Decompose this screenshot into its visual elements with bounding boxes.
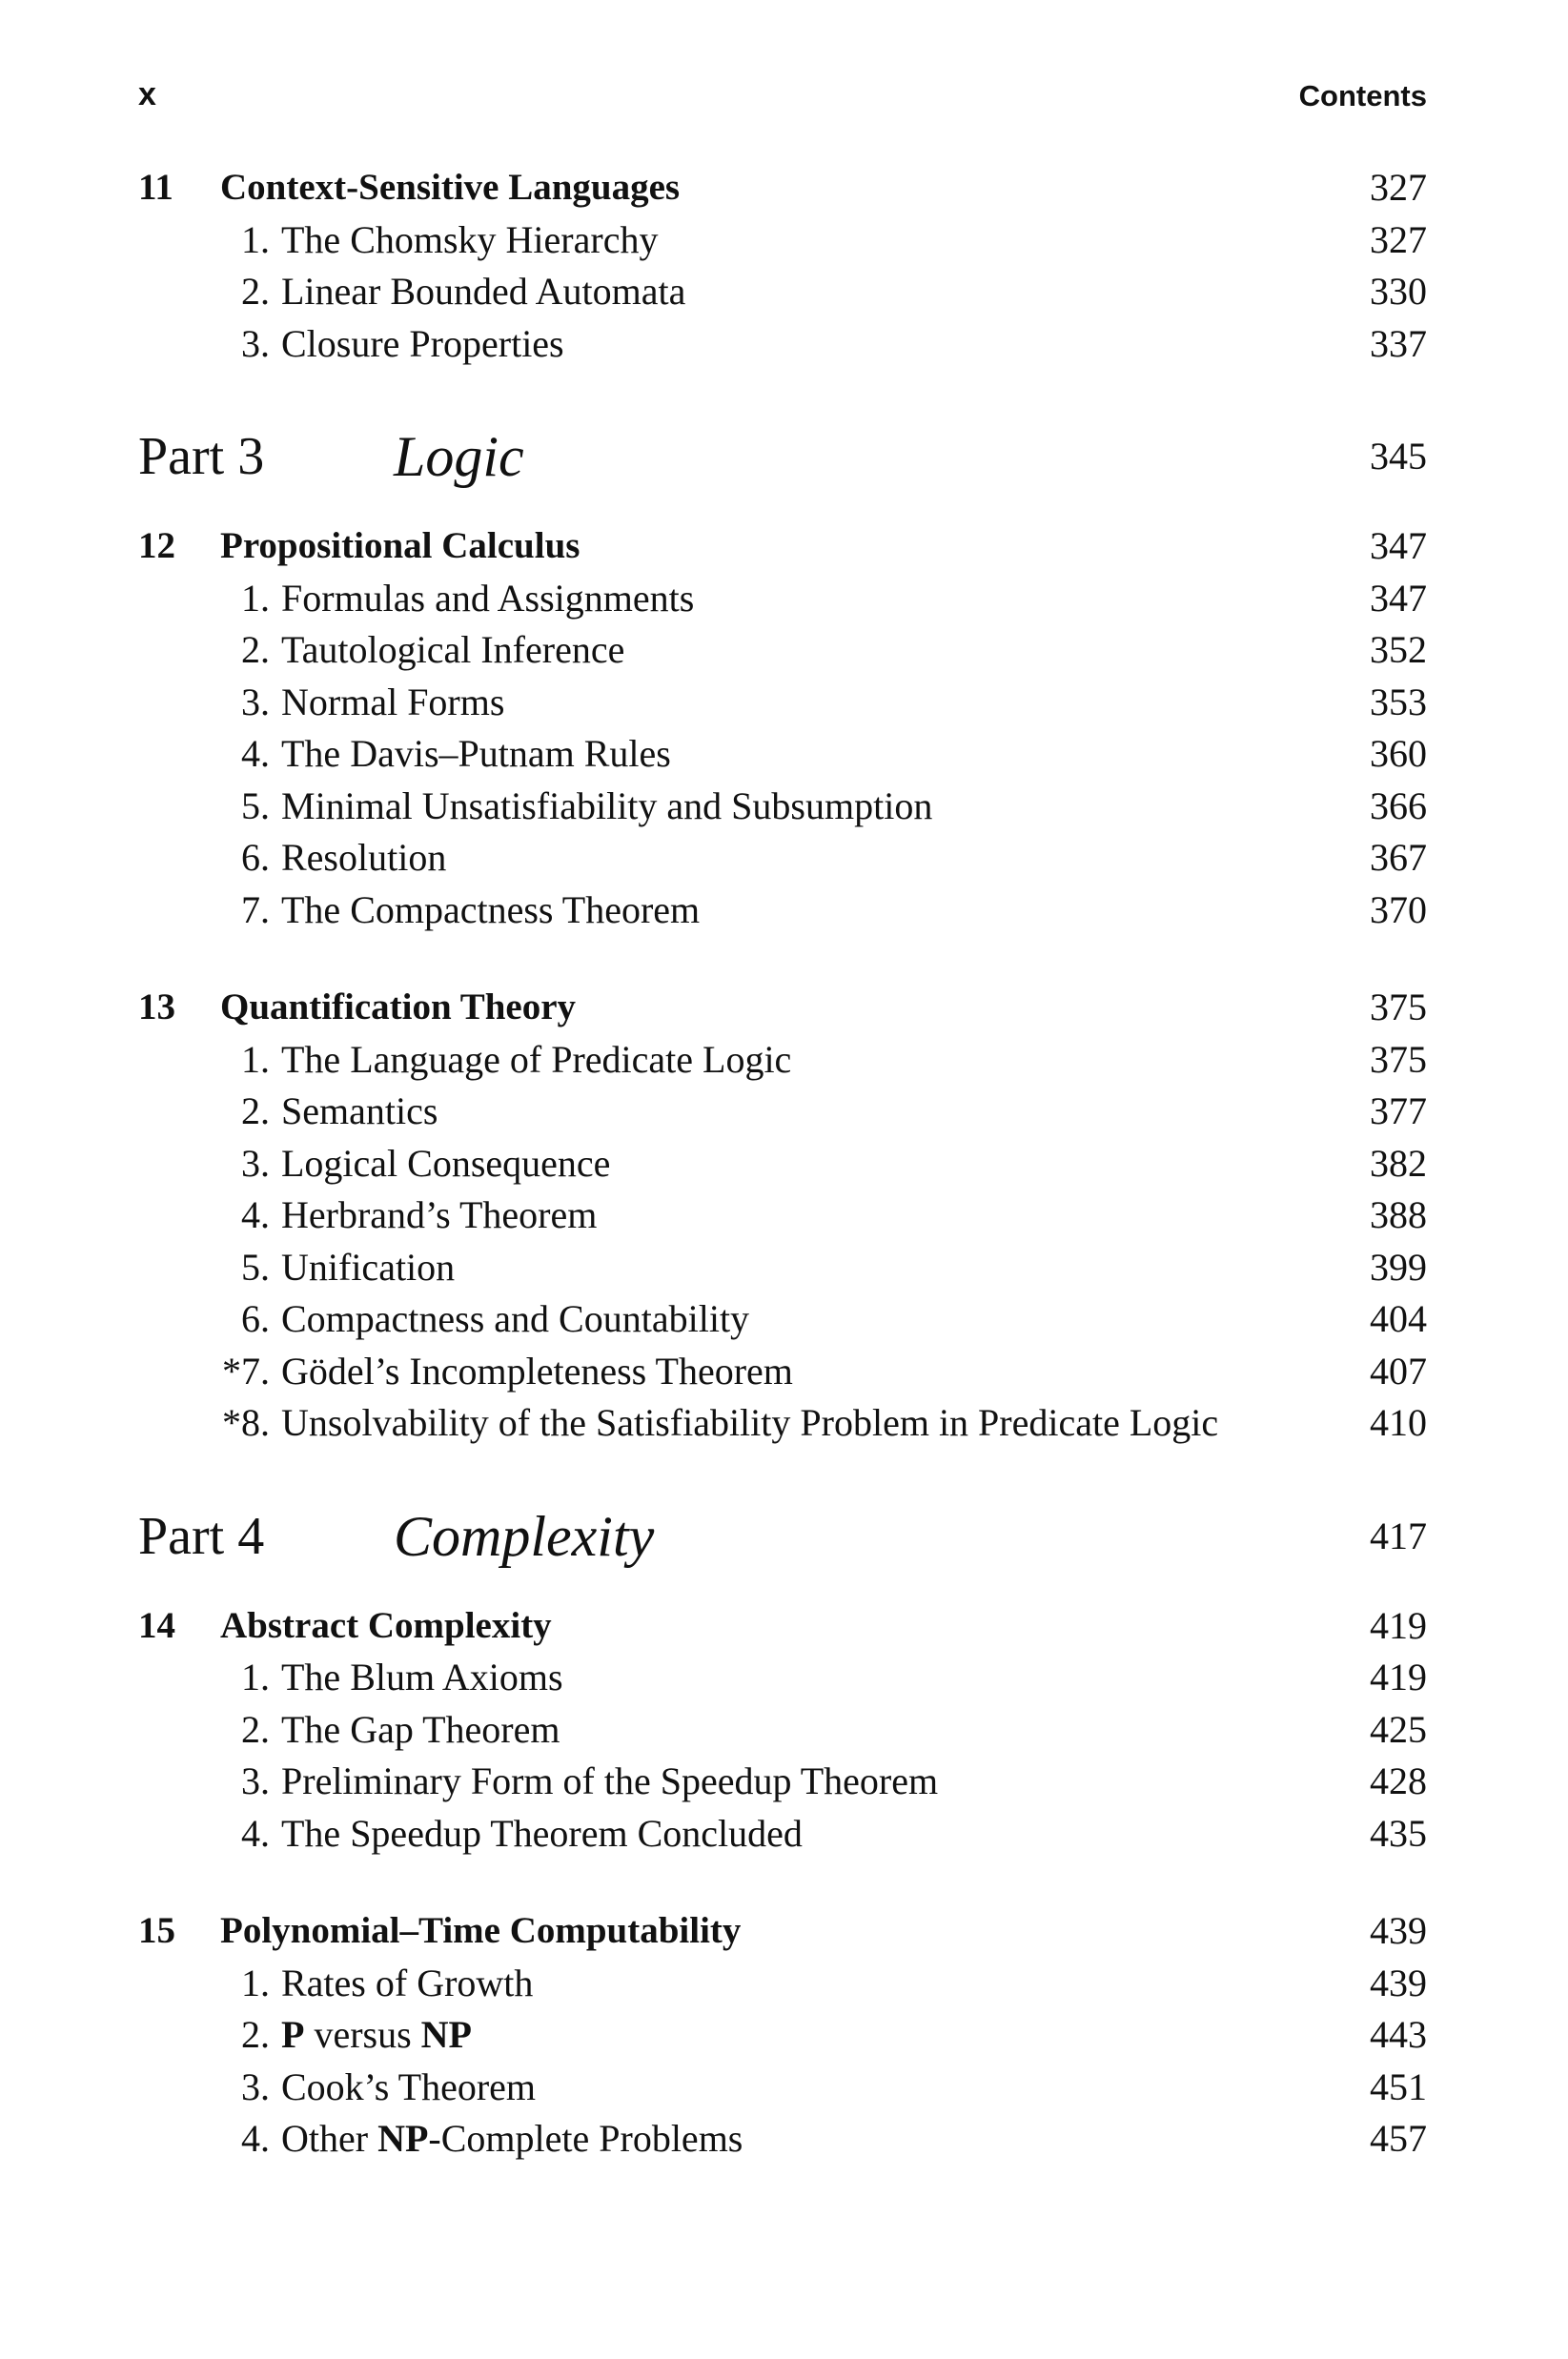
section-row	[138, 781, 1427, 833]
section-row	[138, 2009, 1427, 2062]
class-symbol: NP	[377, 2117, 429, 2160]
section-number: 1.	[241, 1037, 270, 1081]
section-label	[220, 1190, 597, 1242]
page-number: x	[138, 76, 156, 112]
table-of-contents	[138, 162, 1427, 2166]
section-title: Herbrand’s Theorem	[281, 1193, 598, 1236]
section-title: Minimal Unsatisfiability and Subsumption	[281, 783, 933, 827]
chapter-row	[138, 982, 1427, 1034]
section-page-number: 382	[1370, 1141, 1427, 1185]
section-label	[220, 832, 446, 885]
section-row	[138, 832, 1427, 885]
class-symbol: NP	[420, 2013, 472, 2056]
section-row	[138, 677, 1427, 729]
section-number: 4.	[241, 732, 270, 775]
section-row	[138, 1086, 1427, 1138]
section-title: The Gap Theorem	[281, 1707, 560, 1751]
section-page-number: 425	[1370, 1707, 1427, 1751]
section-page-number: 353	[1370, 680, 1427, 723]
section-number: 3.	[241, 321, 270, 365]
section-row	[138, 1397, 1427, 1450]
section-title: Resolution	[281, 836, 447, 879]
section-title: Linear Bounded Automata	[281, 270, 686, 313]
section-label	[220, 781, 932, 833]
chapter-number: 15	[138, 1910, 175, 1951]
section-title-part: versus	[304, 2013, 421, 2056]
section-title: Gödel’s Incompleteness Theorem	[281, 1349, 793, 1393]
section-label	[220, 318, 564, 371]
chapter-number: 13	[138, 986, 175, 1027]
section-number: 1.	[241, 217, 270, 261]
section-row	[138, 2062, 1427, 2114]
section-row	[138, 1242, 1427, 1294]
section-number: 1.	[241, 1961, 270, 2004]
section-page-number: 337	[1370, 321, 1427, 365]
section-number: 2.	[241, 1707, 270, 1751]
chapter-number: 14	[138, 1604, 175, 1646]
section-page-number: 388	[1370, 1193, 1427, 1236]
section-title	[281, 2013, 472, 2056]
chapter-title: Propositional Calculus	[220, 525, 580, 566]
section-title: Logical Consequence	[281, 1141, 611, 1185]
section-title: The Chomsky Hierarchy	[281, 217, 659, 261]
section-row	[138, 728, 1427, 781]
section-page-number: 370	[1370, 887, 1427, 931]
part-label: Part 3	[138, 427, 265, 486]
running-head	[138, 76, 1427, 124]
section-label	[220, 624, 624, 677]
section-row	[138, 1704, 1427, 1757]
section-label	[220, 214, 658, 267]
section-label	[220, 728, 671, 781]
section-label	[220, 2009, 472, 2062]
section-page-number: 435	[1370, 1811, 1427, 1855]
section-number: 2.	[241, 270, 270, 313]
section-number: 5.	[241, 783, 270, 827]
section-title: Formulas and Assignments	[281, 576, 695, 620]
section-page-number: 439	[1370, 1961, 1427, 2004]
part-page-number: 417	[1370, 1514, 1427, 1557]
section-page-number: 399	[1370, 1245, 1427, 1289]
section-number: 6.	[241, 836, 270, 879]
chapter-title: Abstract Complexity	[220, 1604, 552, 1646]
section-page-number: 367	[1370, 836, 1427, 879]
section-label	[220, 1346, 793, 1398]
section-page-number: 360	[1370, 732, 1427, 775]
section-title: Rates of Growth	[281, 1961, 534, 2004]
section-title-part: Other	[281, 2117, 378, 2160]
section-title: The Compactness Theorem	[281, 887, 701, 931]
section-title: Preliminary Form of the Speedup Theorem	[281, 1759, 939, 1802]
chapter-row	[138, 520, 1427, 573]
section-label	[220, 1652, 563, 1704]
chapter-row	[138, 162, 1427, 214]
part-heading-row	[138, 414, 1427, 499]
section-label	[220, 1293, 749, 1346]
section-label	[220, 1242, 455, 1294]
section-title: The Language of Predicate Logic	[281, 1037, 792, 1081]
section-row	[138, 1190, 1427, 1242]
section-label	[220, 1958, 533, 2010]
part-title: Complexity	[394, 1504, 655, 1568]
section-page-number: 404	[1370, 1297, 1427, 1340]
section-title: The Speedup Theorem Concluded	[281, 1811, 803, 1855]
section-label	[220, 2062, 536, 2114]
part-page-number: 345	[1370, 435, 1427, 478]
section-page-number: 410	[1370, 1401, 1427, 1444]
section-title: Closure Properties	[281, 321, 564, 365]
chapter-title: Polynomial–Time Computability	[220, 1910, 742, 1951]
section-title: Compactness and Countability	[281, 1297, 750, 1340]
section-title: The Davis–Putnam Rules	[281, 732, 671, 775]
section-page-number: 428	[1370, 1759, 1427, 1802]
running-title: Contents	[1298, 79, 1427, 112]
chapter-page-number: 419	[1370, 1603, 1427, 1647]
section-label	[220, 677, 504, 729]
section-row	[138, 1652, 1427, 1704]
section-row	[138, 1293, 1427, 1346]
section-page-number: 327	[1370, 217, 1427, 261]
section-row	[138, 1138, 1427, 1190]
section-number: 3.	[241, 1141, 270, 1185]
section-number: 1.	[241, 1656, 270, 1698]
section-title: Cook’s Theorem	[281, 2064, 537, 2108]
section-row	[138, 214, 1427, 267]
section-number: 2.	[241, 2013, 270, 2056]
section-row	[138, 1346, 1427, 1398]
section-title: Tautological Inference	[281, 628, 625, 671]
chapter-row	[138, 1600, 1427, 1653]
part-heading-row	[138, 1494, 1427, 1579]
section-label	[220, 573, 694, 625]
section-label	[220, 1086, 438, 1138]
section-page-number: 375	[1370, 1037, 1427, 1081]
section-number: 5.	[241, 1245, 270, 1289]
section-number: *8.	[222, 1401, 270, 1444]
section-title-part: -Complete Problems	[428, 2117, 743, 2160]
section-number: 4.	[241, 1811, 270, 1855]
section-title: Unification	[281, 1245, 456, 1289]
section-number: 2.	[241, 1089, 270, 1132]
section-row	[138, 573, 1427, 625]
section-number: 3.	[241, 1759, 270, 1802]
section-page-number: 352	[1370, 628, 1427, 671]
section-row	[138, 1034, 1427, 1087]
section-number: 4.	[241, 1193, 270, 1236]
section-page-number: 347	[1370, 576, 1427, 620]
chapter-page-number: 439	[1370, 1909, 1427, 1952]
chapter-number: 12	[138, 525, 175, 566]
section-title: Semantics	[281, 1089, 438, 1132]
section-label	[220, 1138, 610, 1190]
section-number: 7.	[241, 887, 270, 931]
section-row	[138, 624, 1427, 677]
part-label: Part 4	[138, 1506, 265, 1566]
section-row	[138, 266, 1427, 318]
section-number: 4.	[241, 2117, 270, 2160]
section-number: 1.	[241, 576, 270, 620]
section-page-number: 407	[1370, 1349, 1427, 1393]
section-label	[220, 1704, 560, 1757]
section-page-number: 451	[1370, 2064, 1427, 2108]
section-number: 3.	[241, 680, 270, 723]
section-title	[281, 2117, 743, 2160]
section-number: 3.	[241, 2064, 270, 2108]
section-row	[138, 1756, 1427, 1808]
section-page-number: 443	[1370, 2013, 1427, 2056]
section-page-number: 366	[1370, 783, 1427, 827]
class-symbol: P	[281, 2013, 305, 2056]
section-label	[220, 1034, 791, 1087]
part-title: Logic	[394, 425, 524, 488]
section-row	[138, 2113, 1427, 2166]
section-title: Unsolvability of the Satisfiability Problem in Predicate Logic	[281, 1401, 1219, 1444]
section-page-number: 377	[1370, 1089, 1427, 1132]
section-number: *7.	[222, 1349, 270, 1393]
section-row	[138, 1958, 1427, 2010]
section-label	[220, 885, 700, 937]
section-label	[220, 1397, 1218, 1450]
section-row	[138, 318, 1427, 371]
section-row	[138, 1808, 1427, 1861]
section-label	[220, 266, 685, 318]
chapter-page-number: 375	[1370, 986, 1427, 1028]
section-label	[220, 1808, 803, 1861]
section-page-number: 419	[1370, 1656, 1427, 1698]
section-label	[220, 1756, 938, 1808]
section-page-number: 457	[1370, 2117, 1427, 2160]
section-title: Normal Forms	[281, 680, 505, 723]
chapter-title: Quantification Theory	[220, 986, 577, 1027]
section-number: 6.	[241, 1297, 270, 1340]
section-title: The Blum Axioms	[281, 1656, 563, 1698]
chapter-page-number: 327	[1370, 166, 1427, 209]
section-row	[138, 885, 1427, 937]
section-page-number: 330	[1370, 270, 1427, 313]
chapter-title: Context-Sensitive Languages	[220, 167, 681, 208]
chapter-page-number: 347	[1370, 524, 1427, 567]
chapter-number: 11	[138, 167, 173, 208]
section-number: 2.	[241, 628, 270, 671]
chapter-row	[138, 1905, 1427, 1958]
section-label	[220, 2113, 743, 2166]
